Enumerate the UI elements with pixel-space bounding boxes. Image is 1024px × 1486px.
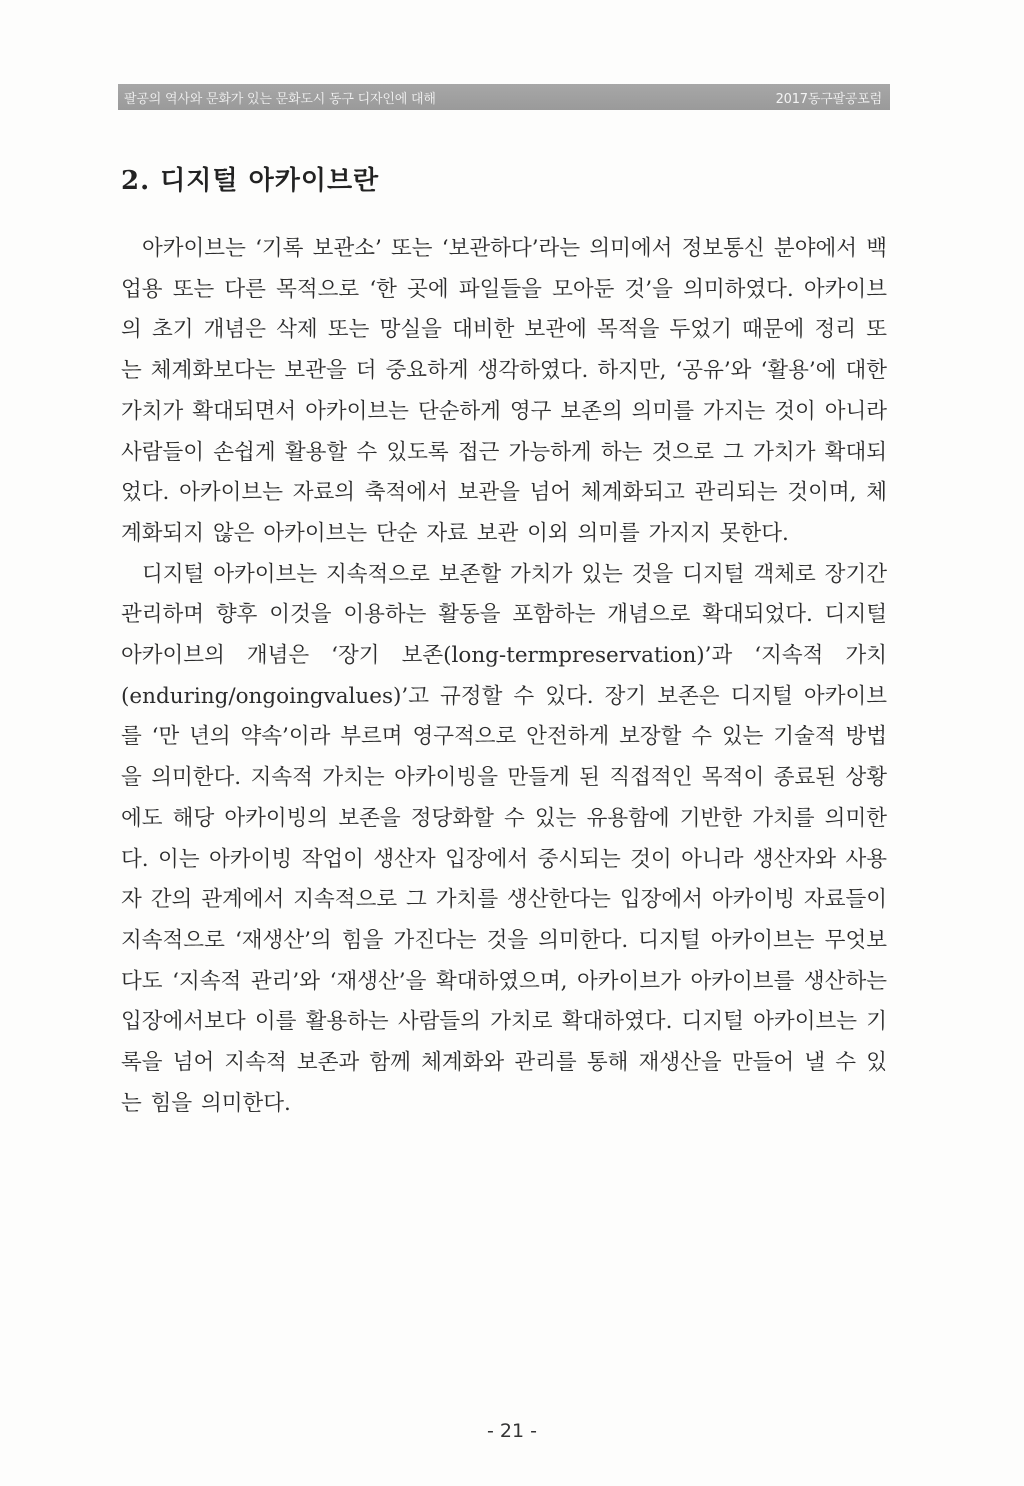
section-title: 2. 디지털 아카이브란	[121, 166, 380, 196]
header-left-title: 팔공의 역사와 문화가 있는 문화도시 동구 디자인에 대해	[124, 91, 436, 107]
paragraph-digital-archive: 디지털 아카이브는 지속적으로 보존할 가치가 있는 것을 디지털 객체로 장기간 관리하며 향후 이것을 이용하는 활동을 포함하는 개념으로 확대되었다. 디지털 아카이브의 개념은 ‘장기 보존(long-termpreservation)’과 ‘지속적 가치(enduring/ongoingvalues)’고 규정할 수 있다. 장기 보존은 디지털 아카이브를 ‘만 년의 약속’이라 부르며 영구적으로 안전하게 보장할 수 있는 기술적 방법을 의미한다. 지속적 가치는 아카이빙을 만들게 된 직접적인 목적이 종료된 상황에도 해당 아카이빙의 보존을 정당화할 수 있는 유용함에 기반한 가치를 의미한다. 이는 아카이빙 작업이 생산자 입장에서 중시되는 것이 아니라 생산자와 사용자 간의 관계에서 지속적으로 그 가치를 생산한다는 입장에서 아카이빙 자료들이 지속적으로 ‘재생산’의 힘을 가진다는 것을 의미한다. 디지털 아카이브는 무엇보다도 ‘지속적 관리’와 ‘재생산’을 확대하였으며, 아카이브가 아카이브를 생산하는 입장에서보다 이를 활용하는 사람들의 가치로 확대하였다. 디지털 아카이브는 기록을 넘어 지속적 보존과 함께 체계화와 관리를 통해 재생산을 만들어 낼 수 있는 힘을 의미한다.	[121, 561, 887, 1116]
paragraph-archive-definition: 아카이브는 ‘기록 보관소’ 또는 ‘보관하다’라는 의미에서 정보통신 분야에서 백업용 또는 다른 목적으로 ‘한 곳에 파일들을 모아둔 것’을 의미하였다. 아카이브의 초기 개념은 삭제 또는 망실을 대비한 보관에 목적을 두었기 때문에 정리 또는 체계화보다는 보관을 더 중요하게 생각하였다. 하지만, ‘공유’와 ‘활용’에 대한 가치가 확대되면서 아카이브는 단순하게 영구 보존의 의미를 가지는 것이 아니라 사람들이 손쉽게 활용할 수 있도록 접근 가능하게 하는 것으로 그 가치가 확대되었다. 아카이브는 자료의 축적에서 보관을 넘어 체계화되고 관리되는 것이며, 체계화되지 않은 아카이브는 단순 자료 보관 이외 의미를 가지지 못한다.	[121, 236, 887, 546]
page-number: - 21 -	[487, 1420, 537, 1442]
header-right-title: 2017동구팔공포럼	[775, 91, 882, 107]
running-header	[118, 84, 890, 110]
body-text	[121, 229, 887, 1124]
